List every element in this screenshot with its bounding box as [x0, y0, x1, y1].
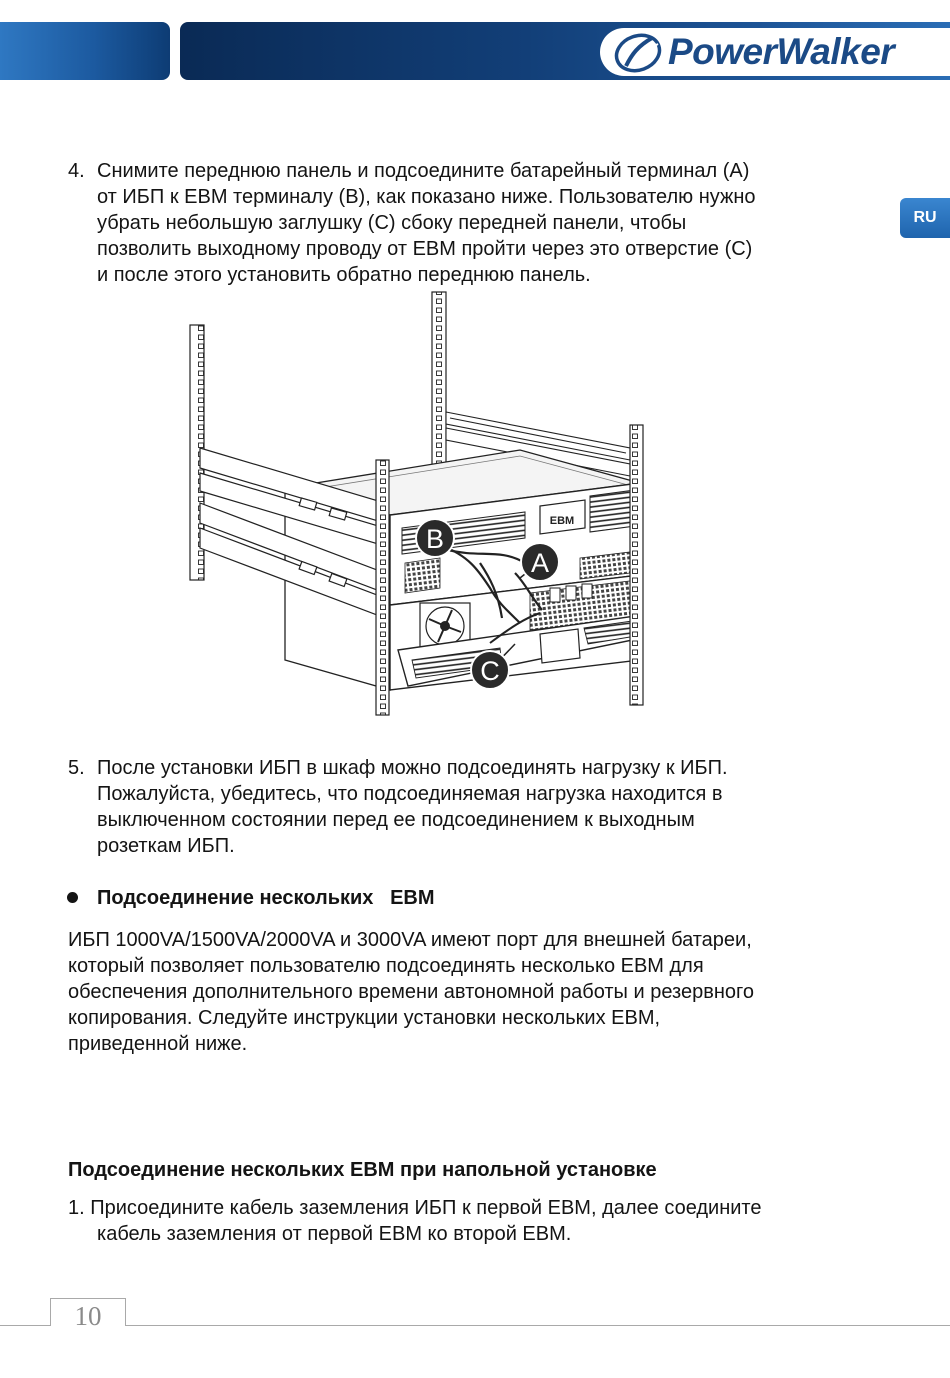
rack-post-right: [630, 425, 643, 705]
step-text-line: позволить выходному проводу от EBM пройти через это отверстие (C): [97, 238, 753, 260]
callout-a-label: A: [530, 548, 550, 578]
step-text-line: кабель заземления от первой EBM ко второй EBM.: [97, 1223, 572, 1245]
step-text-line: После установки ИБП в шкаф можно подсоединять нагрузку к ИБП.: [97, 757, 728, 779]
step-text: Присоедините кабель заземления ИБП к первой EBM, далее соедините: [90, 1197, 762, 1219]
step-text-line: Снимите переднюю панель и подсоедините батарейный терминал (A): [97, 160, 750, 182]
powerwalker-logo-icon: [612, 32, 666, 74]
callout-b: [416, 519, 454, 557]
language-tab-ru[interactable]: RU: [900, 198, 950, 238]
callout-a: [520, 543, 559, 581]
paragraph-line: обеспечения дополнительного времени автономной работы и резервного: [68, 981, 754, 1003]
paragraph-line: ИБП 1000VA/1500VA/2000VA и 3000VA имеют порт для внешней батареи,: [68, 929, 752, 951]
paragraph-line: приведенной ниже.: [68, 1033, 248, 1055]
page-number: 10: [74, 1301, 102, 1331]
step-number: 5.: [68, 757, 85, 779]
bullet-icon: [67, 892, 78, 903]
multi-ebm-paragraph: [68, 927, 754, 1057]
ebm-unit-label: EBM: [549, 515, 575, 527]
rack-post-center: [376, 460, 389, 715]
brand-logo-text: PowerWalker: [668, 31, 895, 72]
step-number: 1.: [68, 1197, 85, 1219]
paragraph-line: копирования. Следуйте инструкции установки нескольких EBM,: [68, 1007, 661, 1029]
rack-post-back: [432, 292, 446, 470]
step-number: 4.: [68, 160, 85, 182]
section-heading-multi-ebm: Подсоединение нескольких EBM: [97, 887, 435, 909]
callout-b-label: B: [425, 524, 445, 554]
floor-step-1: [68, 1195, 762, 1247]
paragraph-line: который позволяет пользователю подсоединять несколько EBM для: [68, 955, 704, 977]
header-left-bar: [0, 22, 170, 80]
step-text-line: и после этого установить обратно переднюю панель.: [97, 264, 591, 286]
step-text-line: выключенном состоянии перед ее подсоединением к выходным: [97, 809, 695, 831]
section-heading-floor-install: Подсоединение нескольких EBM при напольной установке: [68, 1159, 657, 1181]
footer-divider: [0, 1325, 950, 1326]
step-5: [68, 755, 728, 859]
step-text-line: Пожалуйста, убедитесь, что подсоединяемая нагрузка находится в: [97, 783, 723, 805]
rack-installation-figure: [180, 288, 650, 720]
step-4: [68, 158, 756, 288]
step-text-line: [68, 1195, 762, 1221]
step-text-line: от ИБП к EBM терминалу (B), как показано ниже. Пользователю нужно: [97, 186, 756, 208]
step-text-line: убрать небольшую заглушку (C) сбоку передней панели, чтобы: [97, 212, 687, 234]
callout-c-label: C: [480, 656, 500, 686]
step-text-line: розеткам ИБП.: [97, 835, 235, 857]
